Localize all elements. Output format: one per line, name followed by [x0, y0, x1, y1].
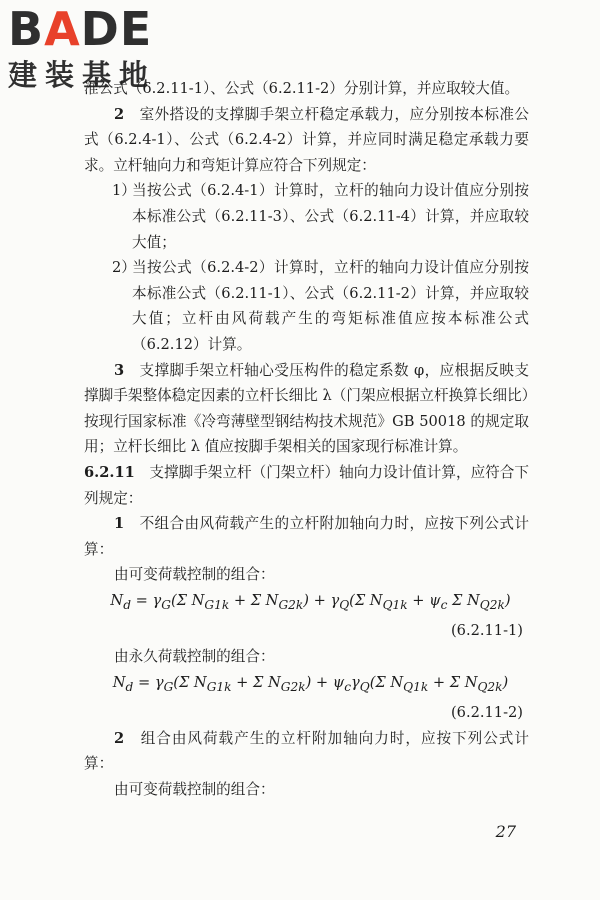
section-6-2-11: 6.2.11 支撑脚手架立杆（门架立杆）轴向力设计值计算，应符合下列规定： [84, 463, 529, 507]
document-body [84, 76, 529, 802]
clause-item-2: 2 室外搭设的支撑脚手架立杆稳定承载力，应分别按本标准公式（6.2.4-1）、公式（6.2.4-2）计算，并应同时满足稳定承载力要求。立杆轴向力和弯矩计算应符合下列规定： [84, 105, 529, 174]
formula-6-2-11-2: $N_d = \gamma_G(\Sigma$ $N_{G1k} + \Sigma$ $N_{G2k}) + \psi_c\gamma_Q(\Sigma$ $N_{Q1k} + \Sigma$ $N_{Q2k}$) [112, 673, 509, 694]
sub-item-2: 2） 当按公式（6.2.4-2）计算时，立杆的轴向力设计值应分别按本标准公式（6.2.11-1）、公式（6.2.11-2）计算，并应取较大值；立杆由风荷载产生的弯矩标准值应按本标准公式（6.2.12）计算。 [112, 259, 529, 353]
equation-number: (6.2.11-1) [450, 622, 523, 640]
sub-item-1: 1） 当按公式（6.2.4-1）计算时，立杆的轴向力设计值应分别按本标准公式（6.2.11-3）、公式（6.2.11-4）计算，并应取较大值； [112, 182, 529, 251]
equation-number: (6.2.11-2) [450, 704, 523, 722]
section-item-1: 1 不组合由风荷载产生的立杆附加轴向力时，应按下列公式计算： [84, 515, 529, 558]
logo-brand: BADE [8, 2, 153, 56]
formula-6-2-11-1: $N_d = \gamma_G(\Sigma$ $N_{G1k} + \Sigma$ $N_{G2k}) + \gamma_Q(\Sigma$ $N_{Q1k} + \psi_c$ Σ $N_{Q2k}$) [110, 591, 511, 612]
page-number: 27 [495, 822, 516, 841]
logo-subtitle: 建装基地 [8, 58, 157, 92]
paragraph-continuation: 准公式（6.2.11-1）、公式（6.2.11-2）分别计算，并应取较大值。 [84, 80, 520, 97]
label-permanent-load: 由永久荷载控制的组合： [114, 647, 275, 665]
label-variable-load-2: 由可变荷载控制的组合： [114, 780, 275, 798]
label-variable-load: 由可变荷载控制的组合： [114, 566, 275, 584]
section-item-2: 2 组合由风荷载产生的立杆附加轴向力时，应按下列公式计算： [84, 729, 529, 773]
clause-item-3: 3 支撑脚手架立杆轴心受压构件的稳定系数 φ，应根据反映支撑脚手架整体稳定因素的立杆长细比 λ（门架应根据立杆换算长细比）按现行国家标准《冷弯薄壁型钢结构技术规范》GB 50018 的规定取用；立杆长细比 λ 值应按脚手架相关的国家现行标准计算。 [84, 361, 529, 456]
